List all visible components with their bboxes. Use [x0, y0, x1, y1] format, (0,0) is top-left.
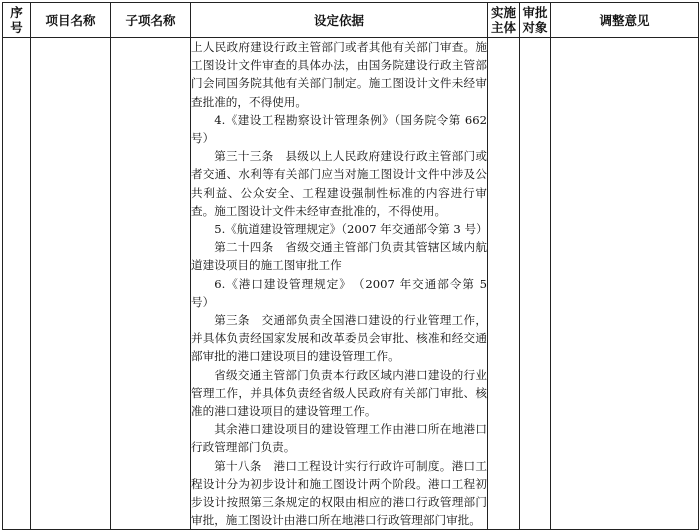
basis-paragraph-1: 上人民政府建设行政主管部门或者其他有关部门审查。施工图设计文件审查的具体办法，由国务院建设行政主管部门会同国务院其他有关部门制定。施工图设计文件未经审查批准的，不得使用。: [191, 40, 487, 109]
basis-paragraph-8: 省级交通主管部门负责本行政区域内港口建设的行业管理工作，并具体负责经省级人民政府有关部门审批、核准的港口建设项目的建设管理工作。: [191, 367, 487, 419]
cell-subitem-name: [111, 38, 191, 530]
cell-seq: [3, 38, 31, 530]
header-seq: [3, 3, 31, 38]
content-row: [3, 38, 699, 530]
header-opinion: 调整意见: [551, 3, 699, 38]
header-entity: [488, 3, 520, 38]
cell-approval-object: [520, 38, 551, 530]
header-entity-text: 实施 主体: [490, 5, 516, 35]
header-approval-object-text: 审批 对象: [522, 5, 548, 35]
approval-table: [2, 2, 699, 530]
header-row: [3, 3, 699, 38]
header-subitem-name: 子项名称: [111, 3, 191, 38]
basis-paragraph-3: 第三十三条 县级以上人民政府建设行政主管部门或者交通、水利等有关部门应当对施工图设计文件中涉及公共利益、公众安全、工程建设强制性标准的内容进行审查。施工图设计文件未经审查批准的，不得使用。: [191, 149, 487, 218]
header-seq-text: 序 号: [10, 5, 23, 35]
cell-entity: [488, 38, 520, 530]
header-project-name: 项目名称: [31, 3, 111, 38]
basis-paragraph-2: 4.《建设工程勘察设计管理条例》（国务院令第 662 号）: [191, 112, 487, 146]
basis-paragraph-10: 第十八条 港口工程设计实行行政许可制度。港口工程设计分为初步设计和施工图设计两个阶段。港口工程初步设计按照第三条规定的权限由相应的港口行政管理部门审批，施工图设计由港口所在地港口行政管理部门审批。: [191, 458, 487, 528]
header-basis: 设定依据: [191, 3, 488, 38]
basis-paragraph-6: 6.《港口建设管理规定》 （2007 年交通部令第 5 号）: [191, 276, 487, 309]
basis-paragraph-7: 第三条 交通部负责全国港口建设的行业管理工作，并具体负责经国家发展和改革委员会审批、核准和经交通部审批的港口建设项目的建设管理工作。: [191, 313, 487, 364]
cell-basis: [191, 38, 488, 530]
basis-paragraph-9: 其余港口建设项目的建设管理工作由港口所在地港口行政管理部门负责。: [191, 422, 487, 455]
cell-project-name: [31, 38, 111, 530]
basis-paragraph-5: 第二十四条 省级交通主管部门负责其管辖区域内航道建设项目的施工图审批工作: [191, 240, 487, 273]
header-approval-object: [520, 3, 551, 38]
cell-opinion: [551, 38, 699, 530]
basis-paragraph-4: 5.《航道建设管理规定》（2007 年交通部令第 3 号）: [214, 222, 488, 237]
